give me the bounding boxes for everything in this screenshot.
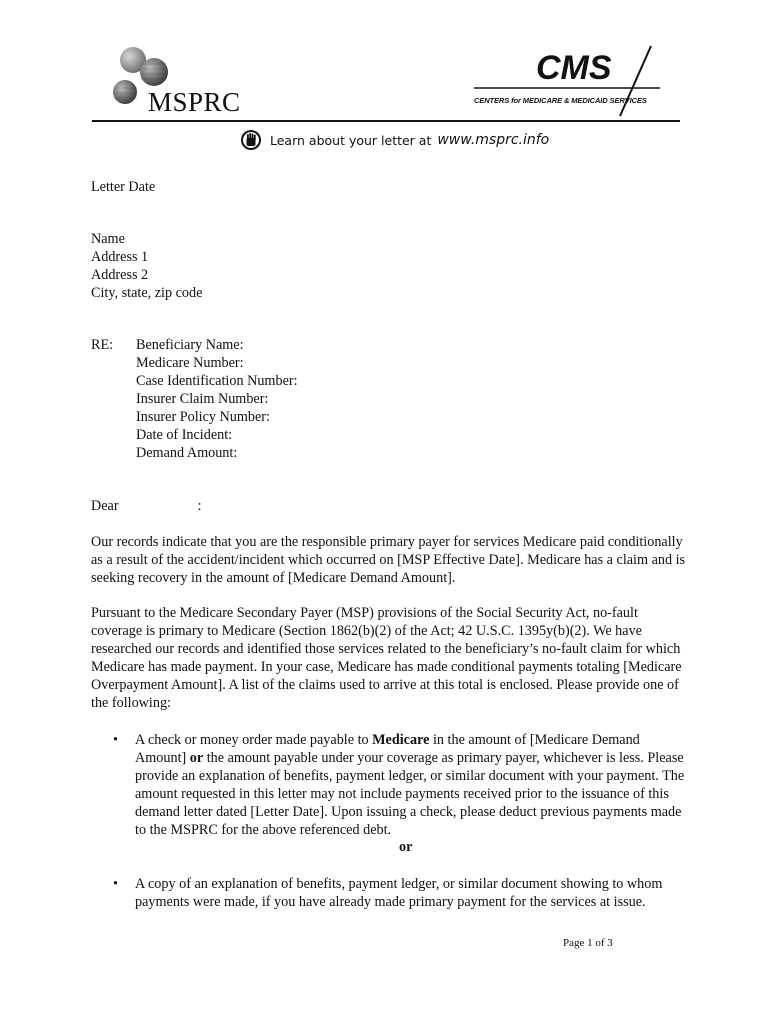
header-divider — [92, 120, 680, 122]
learn-more-banner — [240, 128, 549, 152]
re-date-of-incident: Date of Incident: — [136, 427, 233, 443]
bullet-marker-1: • — [113, 732, 118, 748]
paragraph-msp-provisions: Pursuant to the Medicare Secondary Payer (MSP) provisions of the Social Security Act, no-fault coverage is primary to Medicare (Section 1862(b)(2) of the Act; 42 U.S.C. 1395y(b)(2). We have researched our records and identified those services related to the beneficiary’s no-fault claim for which Medicare has made payment. In your case, Medicare has made conditional payments totaling [Medicare Overpayment Amount]. A list of the claims used to arrive at this total is enclosed. Please provide one of the following: — [91, 605, 682, 711]
msprc-website-link[interactable]: www.msprc.info — [437, 132, 550, 148]
re-insurer-policy-number: Insurer Policy Number: — [136, 409, 270, 425]
salutation: Dear : — [91, 498, 202, 514]
bullet-payment-option: A check or money order made payable to Medicare in the amount of [Medicare Demand Amount] or the amount payable under your coverage as primary payer, whichever is less. Please provide an explanation of benefits, payment ledger, or similar document with your payment. The amount requested in this letter may not include payments received prior to the issuance of this demand letter dated [Letter Date]. Upon issuing a check, please deduct previous payments made to the MSPRC for the above referenced debt. — [135, 732, 685, 838]
learn-prefix: Learn about your letter at — [270, 132, 432, 148]
recipient-address-1: Address 1 — [91, 249, 149, 265]
recipient-city-state-zip: City, state, zip code — [91, 285, 203, 301]
svg-text:CMS: CMS — [536, 49, 612, 87]
msprc-wordmark: MSPRC — [148, 87, 241, 117]
re-case-id: Case Identification Number: — [136, 373, 298, 389]
cms-subtitle: CENTERS for MEDICARE & MEDICAID SERVICES — [474, 96, 647, 105]
bullet-marker-2: • — [113, 876, 118, 892]
re-insurer-claim-number: Insurer Claim Number: — [136, 391, 269, 407]
page-number: Page 1 of 3 — [563, 937, 613, 949]
paragraph-claim-summary: Our records indicate that you are the responsible primary payer for services Medicare paid conditionally as a result of the accident/incident which occurred on [MSP Effective Date]. Medicare has a claim and is seeking recovery in the amount of [Medicare Demand Amount]. — [91, 534, 686, 586]
or-divider: or — [399, 839, 413, 855]
bullet-documentation-option: A copy of an explanation of benefits, payment ledger, or similar document showing to whom payments were made, if you have already made primary payment for the services at issue. — [135, 876, 663, 910]
pointing-hand-icon — [240, 129, 262, 151]
cms-logo-icon — [470, 44, 670, 119]
re-label: RE: — [91, 337, 114, 353]
re-demand-amount: Demand Amount: — [136, 445, 238, 461]
reference-fields — [136, 336, 298, 462]
re-beneficiary-name: Beneficiary Name: — [136, 337, 244, 353]
re-medicare-number: Medicare Number: — [136, 355, 244, 371]
recipient-address-2: Address 2 — [91, 267, 149, 283]
letter-date: Letter Date — [91, 179, 156, 195]
recipient-name: Name — [91, 231, 125, 247]
